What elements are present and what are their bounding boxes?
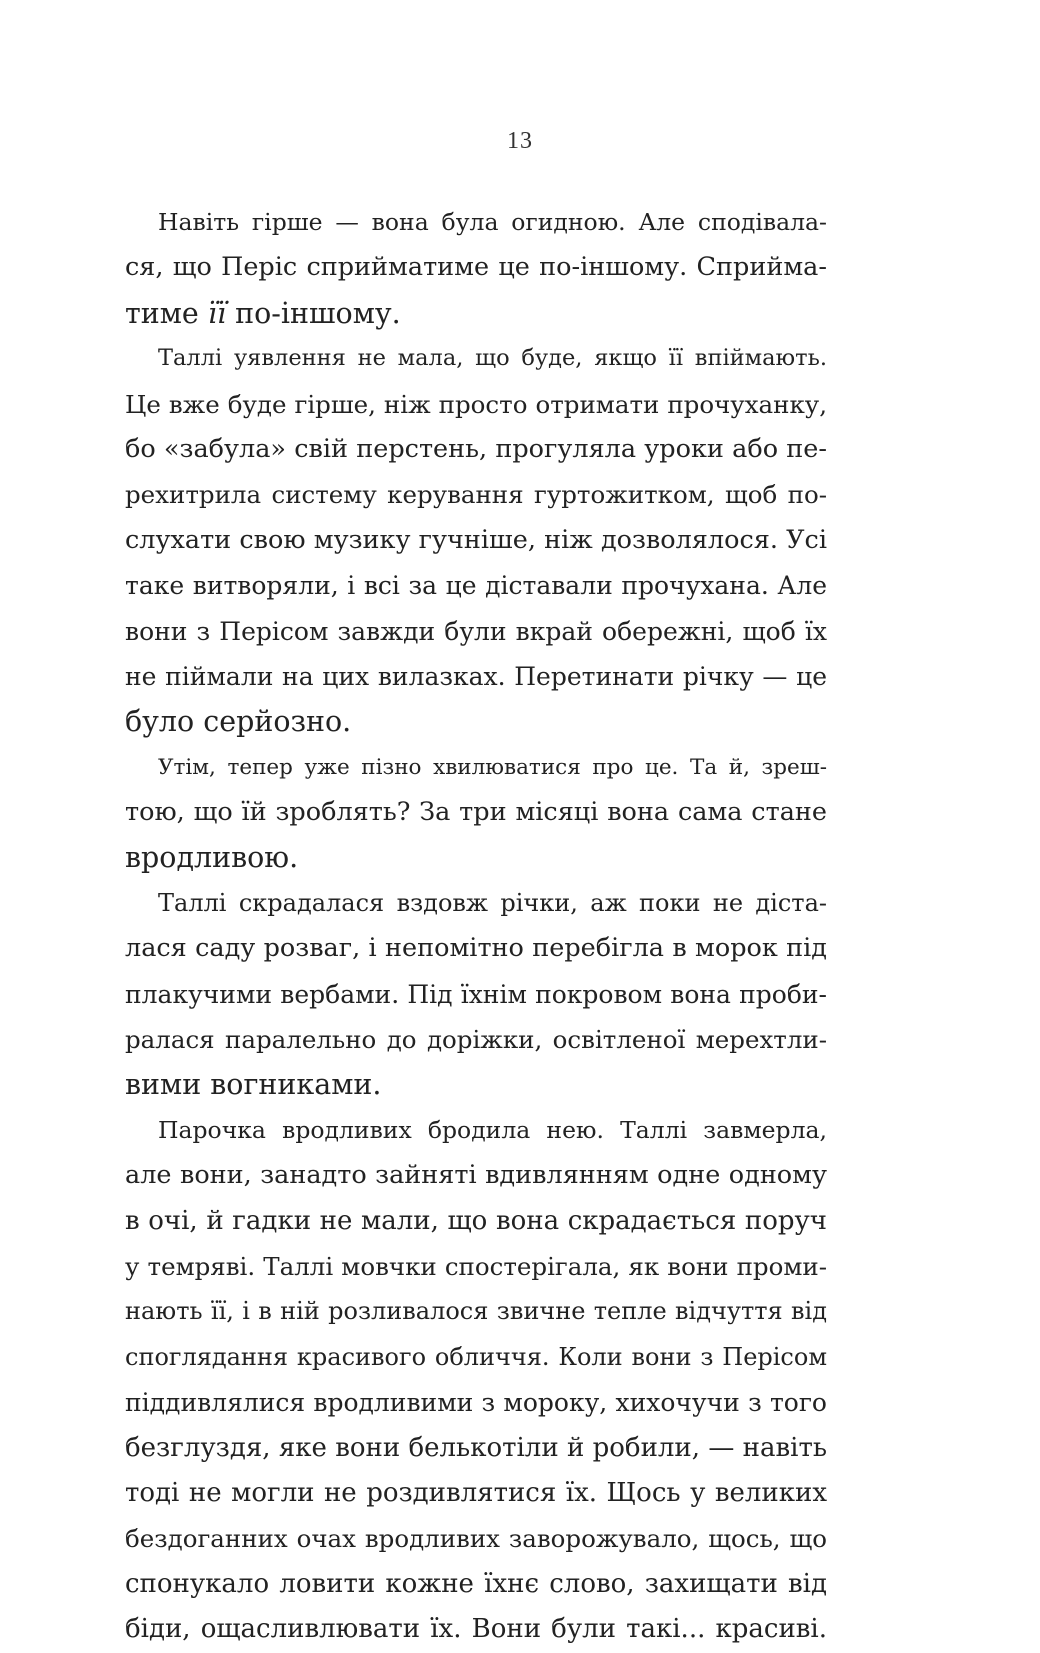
text-line: Навіть гірше — вона була огидною. Але сподівала- xyxy=(158,208,827,236)
text-line: плакучими вербами. Під їхнім покровом вона проби- xyxy=(125,979,827,1009)
text-line: тою, що їй зроблять? За три місяці вона сама стане xyxy=(125,797,827,828)
body-text xyxy=(125,200,827,1653)
text-line: Утім, тепер уже пізно хвилюватися про це. Та й, зреш- xyxy=(158,754,827,780)
text-line: бездоганних очах вродливих заворожувало, щось, що xyxy=(125,1524,827,1554)
text-line: Це вже буде гірше, ніж просто отримати прочуханку, xyxy=(125,389,827,419)
text-line: але вони, занадто зайняті вдивлянням одне одному xyxy=(125,1160,827,1191)
page-number: 13 xyxy=(507,128,533,154)
text-line: біди, ощасливлювати їх. Вони були такі... красиві. xyxy=(125,1614,827,1645)
text-line: спонукало ловити кожне їхнє слово, захищати від xyxy=(125,1568,827,1599)
text-line: не піймали на цих вилазках. Перетинати річку — це xyxy=(125,661,827,691)
text-line: таке витворяли, і всі за це діставали прочухана. Але xyxy=(125,571,827,601)
text-line: споглядання красивого обличчя. Коли вони з Періcом xyxy=(125,1342,827,1371)
text-line: було серйозно. xyxy=(125,705,352,739)
text-line: безглуздя, яке вони белькотіли й робили, — навіть xyxy=(125,1432,827,1463)
text-line: слухати свою музику гучніше, ніж дозволялося. Усі xyxy=(125,524,827,555)
text-line: вони з Періcом завжди були вкрай обережні, щоб їх xyxy=(125,616,827,646)
text-line: лася саду розваг, і непомітно перебігла в морок під xyxy=(125,933,827,964)
text-line: вими вогниками. xyxy=(125,1068,382,1102)
text-line: в очі, й гадки не мали, що вона скрадається поруч xyxy=(125,1205,827,1236)
text-line: вродливою. xyxy=(125,841,299,875)
text-line: ся, що Періс сприйматиме це по-іншому. Сприйма- xyxy=(125,252,827,283)
emphasis: її xyxy=(207,296,227,330)
text-line: тиме її по-іншому. xyxy=(125,296,401,330)
text-line: бо «забула» свій перстень, прогуляла уроки або пе- xyxy=(125,433,827,464)
text-line: рехитрила систему керування гуртожитком, щоб по- xyxy=(125,480,827,510)
text-line: у темряві. Таллі мовчки спостерігала, як вони проми- xyxy=(125,1251,827,1281)
text-line: тоді не могли не роздивлятися їх. Щось у великих xyxy=(125,1477,827,1508)
text-line: піддивлялися вродливими з мороку, хихочучи з того xyxy=(125,1388,827,1418)
text-line: Таллі скрадалася вздовж річки, аж поки не діста- xyxy=(158,888,827,917)
text-line: нають її, і в ній розливалося звичне тепле відчуття від xyxy=(125,1297,827,1326)
text-line: ралася паралельно до доріжки, освітленої мерехтли- xyxy=(125,1025,827,1055)
text-line: Таллі уявлення не мала, що буде, якщо її впіймають. xyxy=(158,345,827,372)
text-line: Парочка вродливих бродила нею. Таллі завмерла, xyxy=(158,1115,827,1144)
